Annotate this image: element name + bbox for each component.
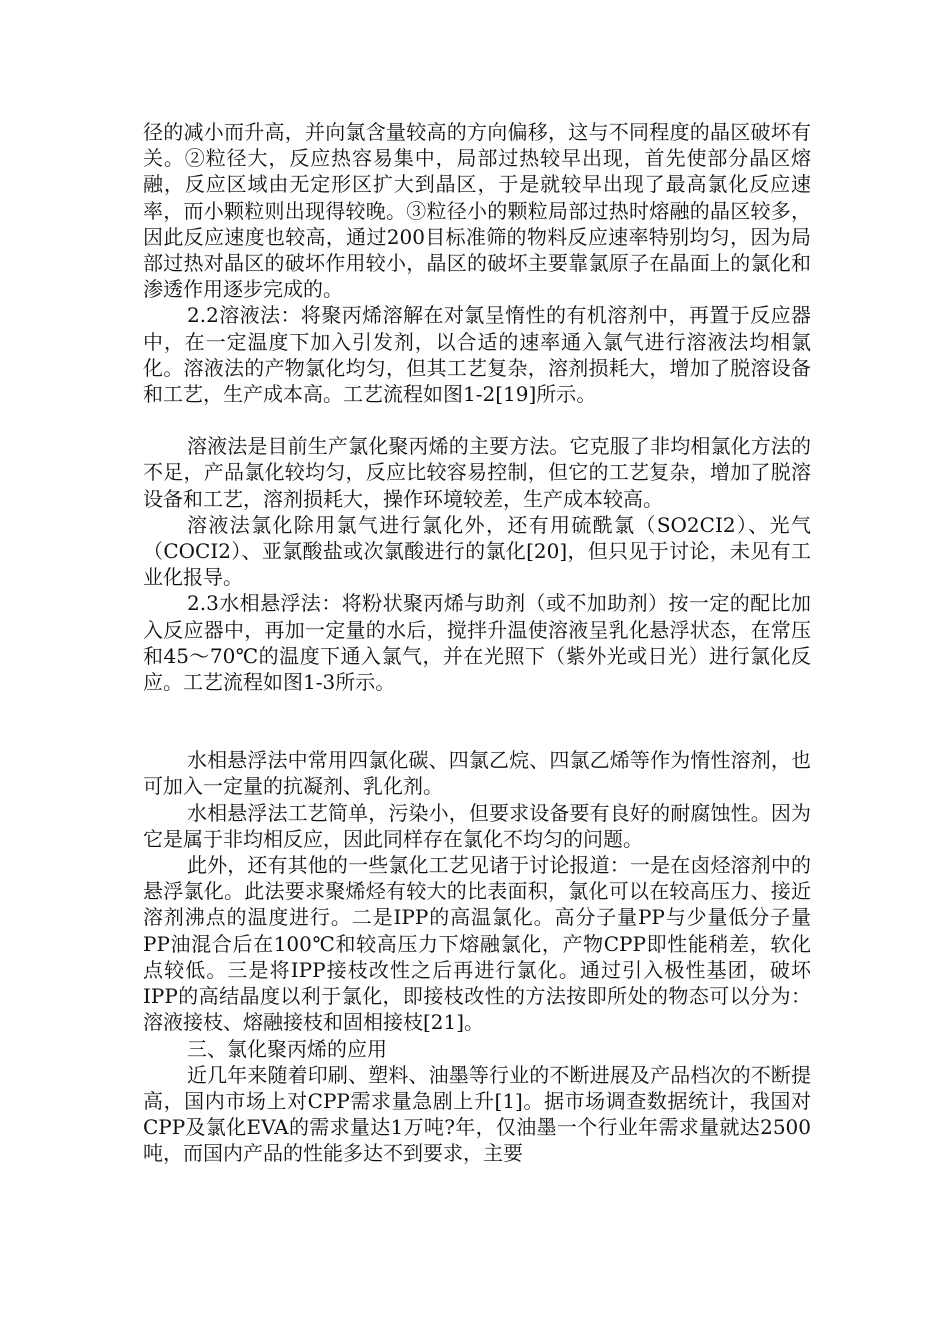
paragraph-particle-size: 径的减小而升高，并向氯含量较高的方向偏移，这与不同程度的晶区破坏有关。②粒径大，反应热容易集中，局部过热较早出现，首先使部分晶区熔融，反应区域由无定形区扩大到晶区，于是就较早出现了最高氯化反应速率，而小颗粒则出现得较晚。③粒径小的颗粒局部过热时熔融的晶区较多，因此反应速度也较高，通过200目标准筛的物料反应速率特别均匀，因为局部过热对晶区的破坏作用较小，晶区的破坏主要靠氯原子在晶面上的氯化和渗透作用逐步完成的。 [143, 120, 811, 302]
paragraph-solution-main: 溶液法是目前生产氯化聚丙烯的主要方法。它克服了非均相氯化方法的不足，产品氯化较均匀，反应比较容易控制，但它的工艺复杂，增加了脱溶设备和工艺，溶剂损耗大，操作环境较差，生产成本较高。 [143, 434, 811, 511]
paragraph-other-processes: 此外，还有其他的一些氯化工艺见诸于讨论报道：一是在卤烃溶剂中的悬浮氯化。此法要求聚烯烃有较大的比表面积，氯化可以在较高压力、接近溶剂沸点的温度进行。二是IPP的高温氯化。高分子量PP与少量低分子量PP油混合后在100℃和较高压力下熔融氯化，产物CPP即性能稍差，软化点较低。三是将IPP接枝改性之后再进行氯化。通过引入极性基团，破坏IPP的高结晶度以利于氯化，即接枝改性的方法按即所处的物态可以分为：溶液接枝、熔融接枝和固相接枝[21]。 [143, 853, 811, 1035]
paragraph-aqueous-suspension: 2.3水相悬浮法：将粉状聚丙烯与助剂（或不加助剂）按一定的配比加入反应器中，再加一定量的水后，搅拌升温使溶液呈乳化悬浮状态，在常压和45～70℃的温度下通入氯气，并在光照下（紫外光或日光）进行氯化反应。工艺流程如图1-3所示。 [143, 591, 811, 695]
paragraph-solution-method: 2.2溶液法：将聚丙烯溶解在对氯呈惰性的有机溶剂中，再置于反应器中，在一定温度下加入引发剂，以合适的速率通入氯气进行溶液法均相氯化。溶液法的产物氯化均匀，但其工艺复杂，溶剂损耗大，增加了脱溶设备和工艺，生产成本高。工艺流程如图1-2[19]所示。 [143, 303, 811, 407]
document-body [143, 119, 811, 1167]
section-heading-applications: 三、氯化聚丙烯的应用 [187, 1036, 387, 1061]
figure-gap [143, 407, 811, 433]
paragraph-market-demand: 近几年来随着印刷、塑料、油墨等行业的不断进展及产品档次的不断提高，国内市场上对CPP需求量急剧上升[1]。据市场调查数据统计，我国对CPP及氯化EVA的需求量达1万吨?年，仅油墨一个行业年需求量就达2500吨，而国内产品的性能多达不到要求，主要 [143, 1062, 811, 1166]
figure-gap [143, 695, 811, 747]
paragraph-aqueous-process: 水相悬浮法工艺简单，污染小，但要求设备要有良好的耐腐蚀性。因为它是属于非均相反应，因此同样存在氯化不均匀的问题。 [143, 800, 811, 851]
paragraph-solution-other: 溶液法氯化除用氯气进行氯化外，还有用硫酰氯（SO2CI2）、光气（COCI2）、亚氯酸盐或次氯酸进行的氯化[20]，但只见于讨论，未见有工业化报导。 [143, 512, 811, 590]
paragraph-aqueous-solvents: 水相悬浮法中常用四氯化碳、四氯乙烷、四氯乙烯等作为惰性溶剂，也可加入一定量的抗凝剂、乳化剂。 [143, 748, 811, 799]
